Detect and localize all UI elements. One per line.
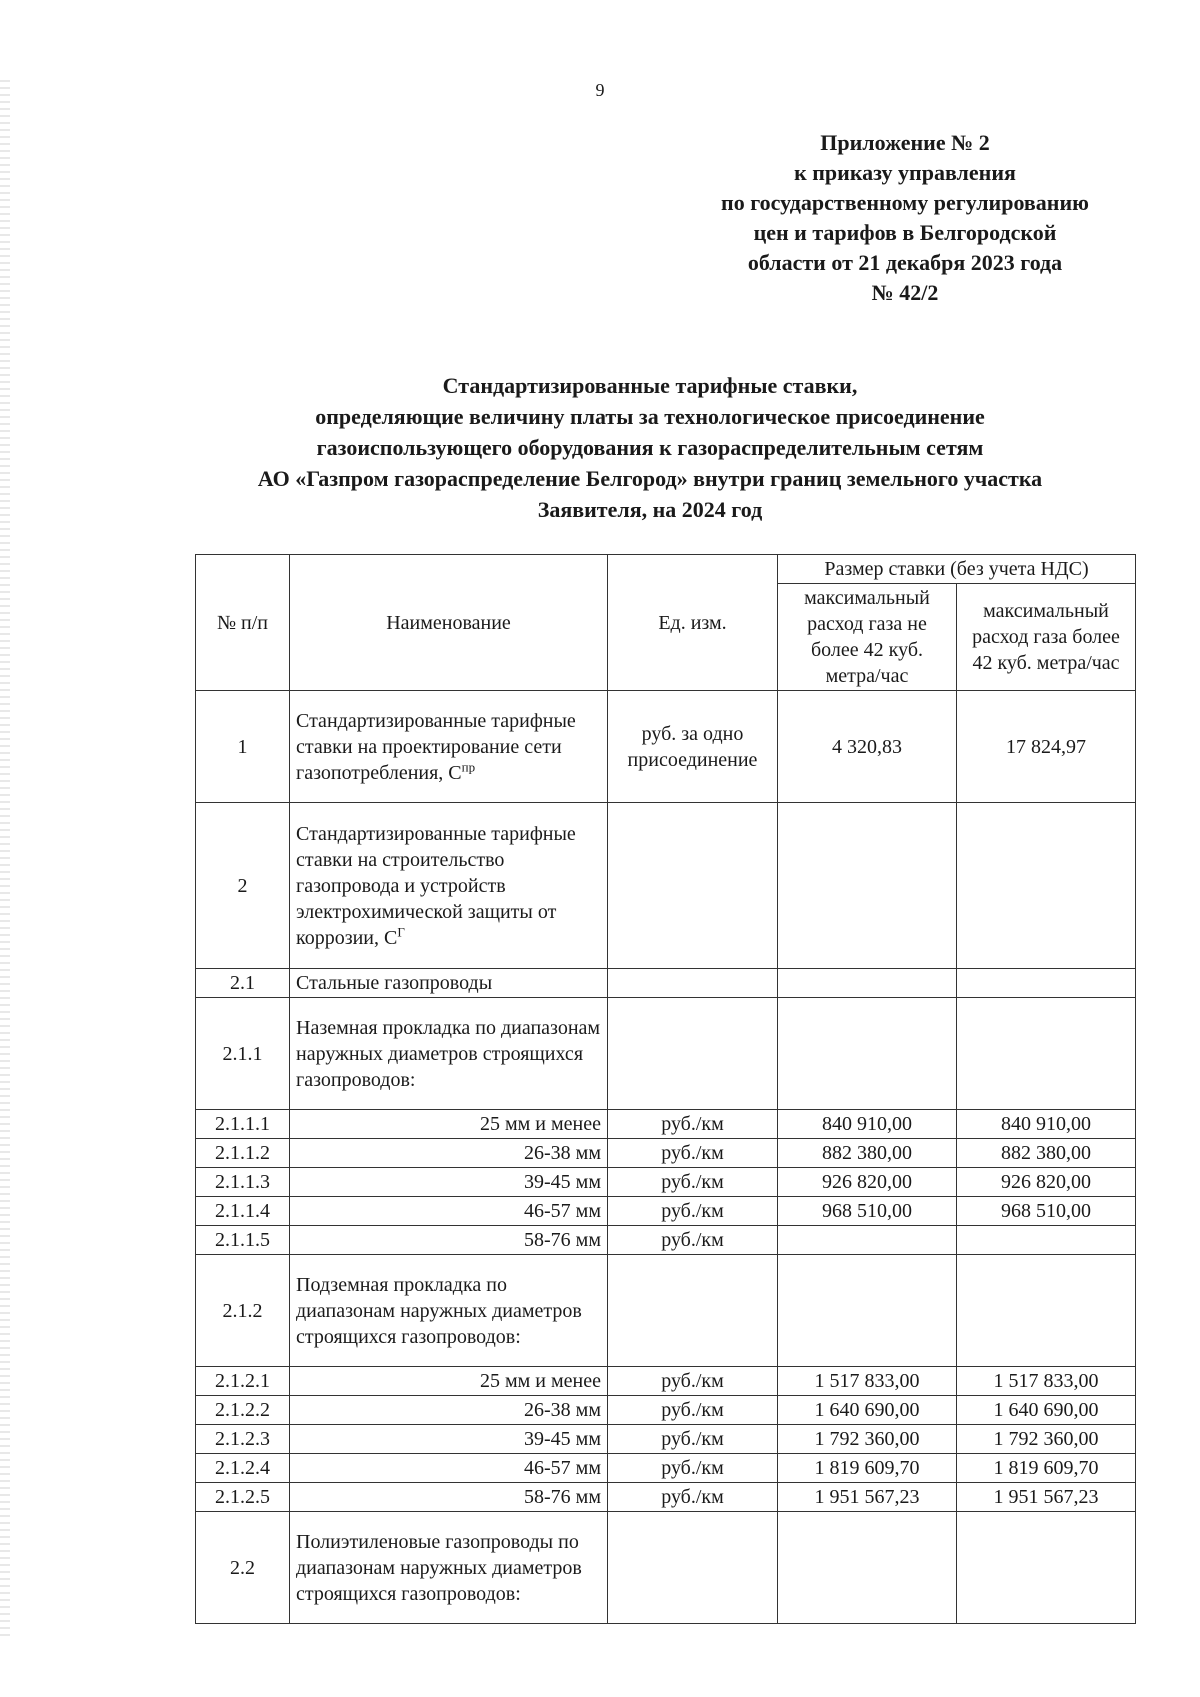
row-value-b: 1 640 690,00 [957,1396,1136,1425]
table-row [196,1512,1136,1624]
row-range: 26-38 мм [290,1396,608,1425]
title-line: Заявителя, на 2024 год [537,497,763,522]
row-num: 2.1.2 [196,1255,290,1367]
row-value-a [778,803,957,969]
row-value-a [778,969,957,998]
row-value-b [957,1226,1136,1255]
row-value-b [957,803,1136,969]
row-unit: руб./км [608,1367,778,1396]
row-range: 46-57 мм [290,1197,608,1226]
scan-edge-artifact [0,80,10,1640]
row-value-b: 17 824,97 [957,691,1136,803]
row-unit: руб./км [608,1139,778,1168]
row-num: 2.1.2.4 [196,1454,290,1483]
row-num: 2 [196,803,290,969]
table-row [196,1255,1136,1367]
row-unit: руб./км [608,1110,778,1139]
row-unit: руб. за одно присоединение [608,691,778,803]
row-unit: руб./км [608,1425,778,1454]
row-num: 2.1.1.5 [196,1226,290,1255]
header-num: № п/п [196,555,290,691]
header-name: Наименование [290,555,608,691]
row-value-b: 1 517 833,00 [957,1367,1136,1396]
document-title [150,370,1150,525]
row-num: 2.1.2.5 [196,1483,290,1512]
row-unit: руб./км [608,1226,778,1255]
row-unit: руб./км [608,1483,778,1512]
row-value-a: 840 910,00 [778,1110,957,1139]
row-num: 1 [196,691,290,803]
row-name: Стальные газопроводы [290,969,608,998]
title-line: определяющие величину платы за технологическое присоединение [315,404,985,429]
row-value-a [778,1512,957,1624]
row-unit: руб./км [608,1396,778,1425]
row-name-text: Стандартизированные тарифные ставки на проектирование сети газопотребления, С [296,709,576,784]
row-name: Полиэтиленовые газопроводы по диапазонам наружных диаметров строящихся газопроводов: [290,1512,608,1624]
row-range: 46-57 мм [290,1454,608,1483]
table-row [196,1367,1136,1396]
row-name-text: Стандартизированные тарифные ставки на строительство газопровода и устройств электрохимической защиты от коррозии, С [296,822,576,949]
row-value-b [957,969,1136,998]
row-value-b: 1 951 567,23 [957,1483,1136,1512]
row-value-a [778,1226,957,1255]
row-value-a: 968 510,00 [778,1197,957,1226]
row-value-b: 1 819 609,70 [957,1454,1136,1483]
row-name: Подземная прокладка по диапазонам наружных диаметров строящихся газопроводов: [290,1255,608,1367]
row-range: 39-45 мм [290,1168,608,1197]
header-unit: Ед. изм. [608,555,778,691]
row-num: 2.2 [196,1512,290,1624]
table-row [196,691,1136,803]
row-name [290,691,608,803]
row-range: 58-76 мм [290,1226,608,1255]
row-value-a [778,998,957,1110]
row-value-b: 1 792 360,00 [957,1425,1136,1454]
appendix-line: к приказу управления [794,160,1016,185]
table-row [196,969,1136,998]
table-row [196,1425,1136,1454]
row-unit [608,1512,778,1624]
row-range: 25 мм и менее [290,1367,608,1396]
tariff-rates-table [195,554,1136,1624]
row-unit: руб./км [608,1168,778,1197]
row-name [290,803,608,969]
table-row [196,1197,1136,1226]
table-row [196,1483,1136,1512]
row-num: 2.1.1 [196,998,290,1110]
row-value-b: 840 910,00 [957,1110,1136,1139]
row-num: 2.1.1.3 [196,1168,290,1197]
row-value-a: 926 820,00 [778,1168,957,1197]
row-value-a: 1 517 833,00 [778,1367,957,1396]
row-name-superscript: Г [397,923,405,939]
row-unit [608,998,778,1110]
table-header-row [196,555,1136,584]
row-value-a [778,1255,957,1367]
appendix-line: Приложение № 2 [820,130,990,155]
title-line: Стандартизированные тарифные ставки, [442,373,858,398]
row-unit: руб./км [608,1454,778,1483]
row-value-b: 968 510,00 [957,1197,1136,1226]
header-rate-group: Размер ставки (без учета НДС) [778,555,1136,584]
row-value-a: 1 640 690,00 [778,1396,957,1425]
row-unit [608,803,778,969]
row-unit [608,969,778,998]
row-num: 2.1.2.3 [196,1425,290,1454]
row-value-a: 1 819 609,70 [778,1454,957,1483]
page-number: 9 [595,80,605,100]
row-unit: руб./км [608,1197,778,1226]
header-col-a: максимальный расход газа не более 42 куб. метра/час [778,584,957,691]
row-range: 26-38 мм [290,1139,608,1168]
table-row [196,1139,1136,1168]
header-col-b: максимальный расход газа более 42 куб. метра/час [957,584,1136,691]
row-value-b: 882 380,00 [957,1139,1136,1168]
row-value-a: 882 380,00 [778,1139,957,1168]
row-num: 2.1.1.2 [196,1139,290,1168]
row-range: 39-45 мм [290,1425,608,1454]
table-row [196,803,1136,969]
row-value-b [957,1255,1136,1367]
table-row [196,998,1136,1110]
table-row [196,1168,1136,1197]
row-name-superscript: пр [461,758,476,774]
table-row [196,1454,1136,1483]
table-row [196,1226,1136,1255]
appendix-header [640,128,1170,308]
title-line: АО «Газпром газораспределение Белгород» внутри границ земельного участка [257,466,1043,491]
row-name: Наземная прокладка по диапазонам наружных диаметров строящихся газопроводов: [290,998,608,1110]
row-range: 58-76 мм [290,1483,608,1512]
table-row [196,1396,1136,1425]
title-line: газоиспользующего оборудования к газораспределительным сетям [316,435,984,460]
row-num: 2.1.2.2 [196,1396,290,1425]
row-value-a: 1 792 360,00 [778,1425,957,1454]
row-num: 2.1.2.1 [196,1367,290,1396]
row-value-a: 1 951 567,23 [778,1483,957,1512]
row-value-b: 926 820,00 [957,1168,1136,1197]
appendix-line: по государственному регулированию [721,190,1089,215]
table-row [196,1110,1136,1139]
row-value-a: 4 320,83 [778,691,957,803]
row-value-b [957,1512,1136,1624]
row-range: 25 мм и менее [290,1110,608,1139]
appendix-line: цен и тарифов в Белгородской [753,220,1057,245]
row-unit [608,1255,778,1367]
row-num: 2.1 [196,969,290,998]
row-num: 2.1.1.4 [196,1197,290,1226]
appendix-line: № 42/2 [871,280,939,305]
row-value-b [957,998,1136,1110]
row-num: 2.1.1.1 [196,1110,290,1139]
appendix-line: области от 21 декабря 2023 года [747,250,1063,275]
